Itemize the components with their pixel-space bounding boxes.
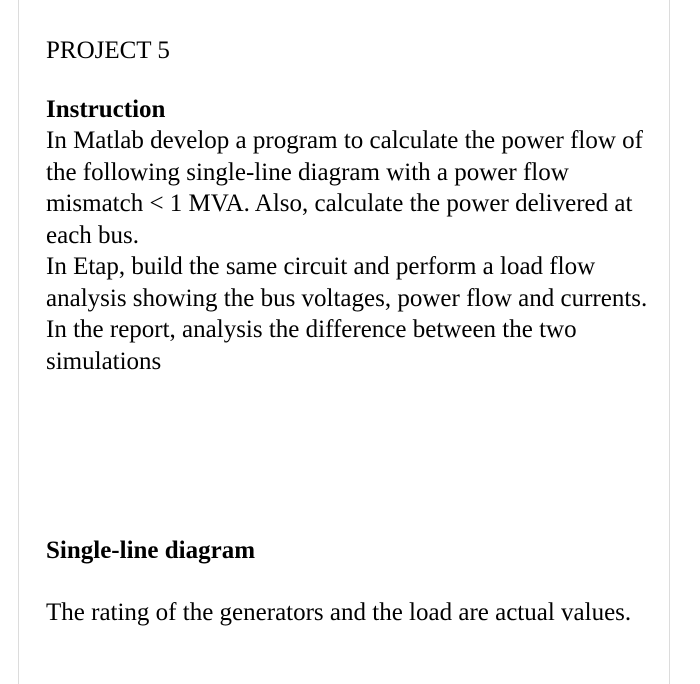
single-line-diagram-section — [46, 536, 666, 566]
instruction-paragraph-matlab: In Matlab develop a program to calculate the power flow of the following single-line diagram with a power flow mismatch < 1 MVA. Also, calculate the power delivered at each bus. — [46, 127, 643, 249]
instruction-heading: Instruction — [46, 96, 166, 123]
single-line-diagram-heading: Single-line diagram — [46, 537, 256, 564]
instruction-paragraph-report: In the report, analysis the difference between the two simulations — [46, 316, 577, 375]
document-page — [18, 0, 670, 684]
page-title: PROJECT 5 — [46, 37, 170, 64]
rating-note: The rating of the generators and the load are actual values. — [46, 599, 632, 626]
instruction-section — [46, 95, 666, 377]
instruction-paragraph-etap: In Etap, build the same circuit and perform a load flow analysis showing the bus voltages, power flow and currents. — [46, 253, 648, 312]
